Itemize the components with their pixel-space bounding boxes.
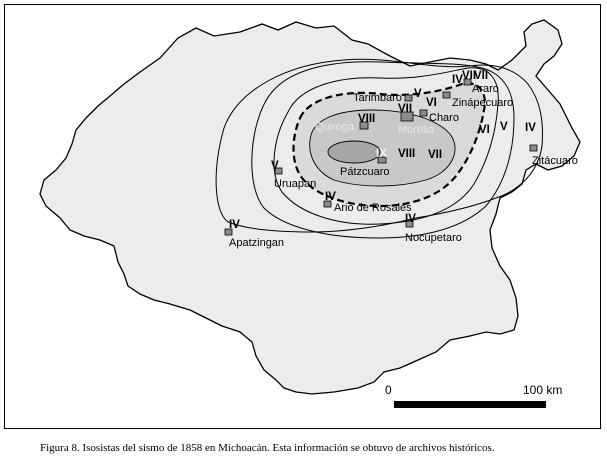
intensity-quiroga: VIII — [358, 113, 376, 125]
intensity-center: VIII — [398, 148, 416, 160]
isoseismal-zone-ix — [328, 141, 380, 163]
town-label-apatzingan: Apatzingan — [229, 237, 285, 249]
intensity-morelia: VII — [398, 103, 413, 115]
scale-label-start: 0 — [385, 383, 392, 397]
town-label-patzcuaro: Pátzcuaro — [340, 166, 390, 178]
town-marker-tarimbaro — [405, 95, 412, 101]
town-marker-zitacuaro — [530, 145, 537, 151]
town-label-charo: Charo — [429, 112, 459, 124]
town-label-morelia: Morelia — [398, 124, 435, 136]
intensity-tarimbaro: V — [414, 88, 422, 100]
intensity-maravatio: IV — [452, 74, 463, 86]
intensity-ario: IV — [325, 191, 336, 203]
intensity-zinapecuaro: VI — [426, 97, 437, 109]
intensity-east: V — [500, 121, 508, 133]
town-label-tarimbaro: Tarimbaro — [353, 92, 402, 104]
intensity-nocupetaro: IV — [405, 213, 416, 225]
intensity-araro-a: VII — [462, 70, 477, 82]
town-label-nocupetaro: Nocupetaro — [405, 232, 462, 244]
scale-label-end: 100 km — [523, 383, 563, 397]
town-label-araro: Araro — [472, 83, 499, 95]
town-label-quiroga: Quiroga — [315, 121, 355, 133]
intensity-charo-south: VII — [428, 149, 443, 161]
town-marker-zinapecuaro — [443, 92, 450, 98]
intensity-patzcuaro: IX — [376, 148, 387, 160]
town-marker-charo — [420, 110, 427, 116]
town-label-ario: Ario de Rosales — [334, 202, 412, 214]
intensity-zitacuaro: IV — [525, 122, 536, 134]
town-label-zitacuaro: Zitácuaro — [532, 155, 578, 167]
intensity-charo: VI — [479, 124, 490, 136]
scale-bar — [394, 401, 546, 408]
figure-caption: Figura 8. Isosistas del sismo de 1858 en Michoacán. Esta información se obtuvo de archivos históricos. — [40, 442, 495, 454]
intensity-uruapan: V — [271, 160, 279, 172]
town-label-uruapan: Uruapan — [274, 178, 317, 190]
intensity-apatzingan: IV — [229, 219, 240, 231]
town-label-zinapecuaro: Zinápecuaro — [452, 97, 514, 109]
intensity-araro-b: VII — [474, 70, 489, 82]
